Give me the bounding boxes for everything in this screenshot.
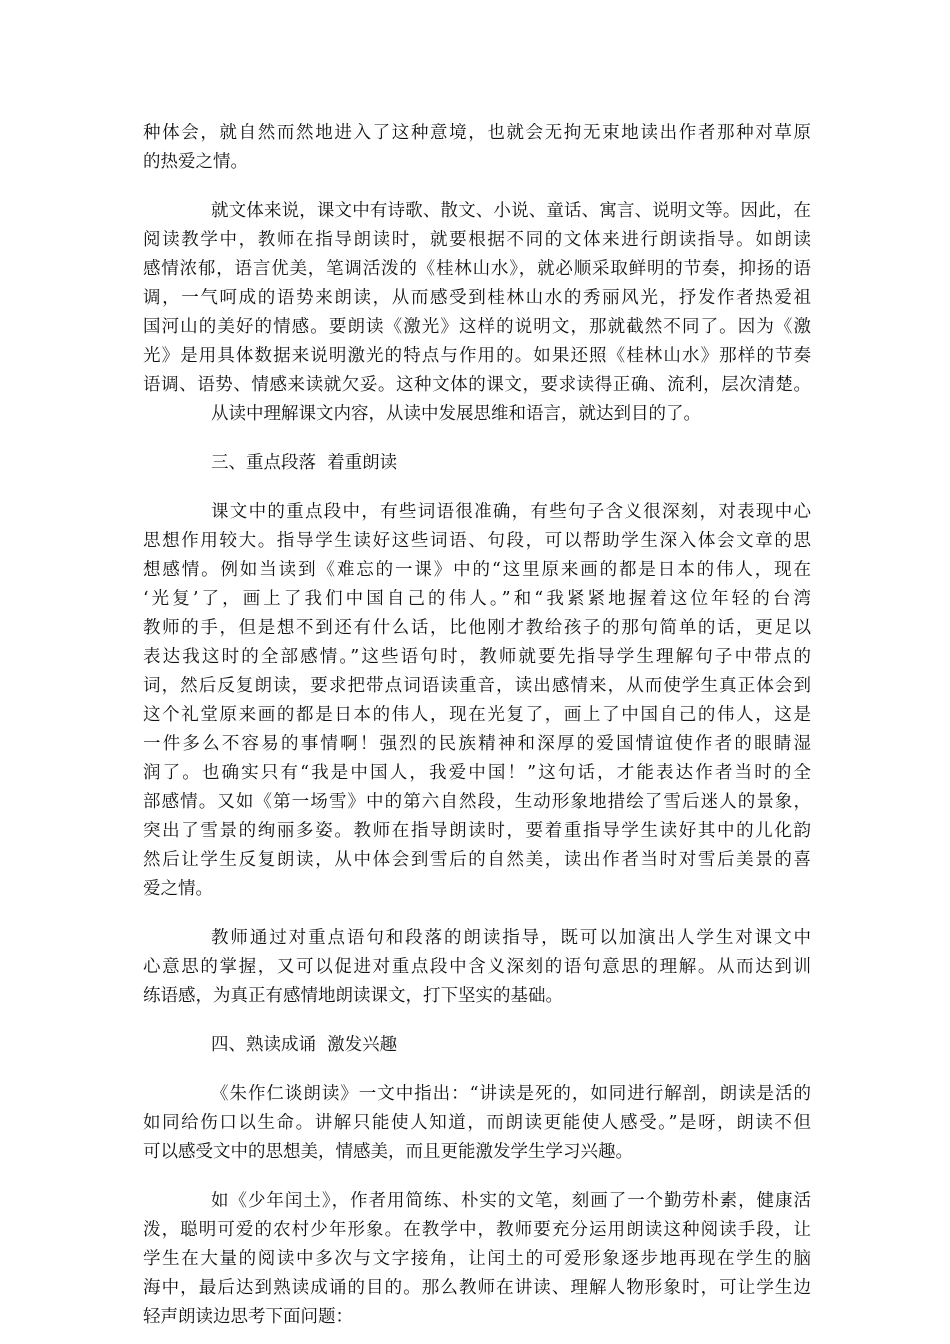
paragraph-line: 如同给伤口以生命。讲解只能使人知道，而朗读更能使人感受。”是呀，朗读不但 — [143, 1113, 811, 1133]
section-heading: 四、熟读成诵 激发兴趣 — [211, 1035, 398, 1055]
paragraph-line: 爱之情。 — [143, 879, 213, 899]
paragraph-line: 可以感受文中的思想美，情感美，而且更能激发学生学习兴趣。 — [143, 1142, 633, 1162]
paragraph-line: 部感情。又如《第一场雪》中的第六自然段，生动形象地措绘了雪后迷人的景象， — [143, 792, 811, 812]
paragraph-line: 种体会，就自然而然地进入了这种意境，也就会无拘无束地读出作者那种对草原 — [143, 123, 811, 143]
paragraph-line: 心意思的掌握，又可以促进对重点段中含义深刻的语句意思的理解。从而达到训 — [143, 957, 811, 977]
paragraph-line: 教师的手，但是想不到还有什么话，比他刚才教给孩子的那句简单的话，更足以 — [143, 618, 811, 638]
paragraph-line: 海中，最后达到熟读成诵的目的。那么教师在讲读、理解人物形象时，可让学生边 — [143, 1278, 811, 1298]
paragraph-line: 一件多么不容易的事情啊！强烈的民族精神和深厚的爱国情谊使作者的眼睛湿 — [143, 734, 811, 754]
paragraph-line: 教师通过对重点语句和段落的朗读指导，既可以加演出人学生对课文中 — [211, 928, 811, 948]
paragraph-line: 的热爱之情。 — [143, 152, 248, 172]
paragraph-line: ‘光复’了，画上了我们中国自己的伟人。”和“我紧紧地握着这位年轻的台湾 — [143, 589, 811, 609]
section-heading: 三、重点段落 着重朗读 — [211, 453, 398, 473]
paragraph-line: 感情浓郁，语言优美，笔调活泼的《桂林山水》，就必顺采取鲜明的节奏，抑扬的语 — [143, 259, 811, 279]
paragraph-line: 光》是用具体数据来说明激光的特点与作用的。如果还照《桂林山水》那样的节奏 — [143, 346, 811, 366]
paragraph-line: 表达我这时的全部感情。”这些语句时，教师就要先指导学生理解句子中带点的 — [143, 647, 811, 667]
paragraph-line: 想感情。例如当读到《难忘的一课》中的“这里原来画的都是日本的伟人，现在 — [143, 560, 811, 580]
paragraph-line: 思想作用较大。指导学生读好这些词语、句段，可以帮助学生深入体会文章的思 — [143, 531, 811, 551]
paragraph-line: 如《少年闰土》，作者用简练、朴实的文笔，刻画了一个勤劳朴素，健康活 — [211, 1191, 811, 1211]
paragraph-line: 阅读教学中，教师在指导朗读时，就要根据不同的文体来进行朗读指导。如朗读 — [143, 230, 811, 250]
paragraph-line: 就文体来说，课文中有诗歌、散文、小说、童话、寓言、说明文等。因此，在 — [211, 201, 811, 221]
paragraph-line: 然后让学生反复朗读，从中体会到雪后的自然美，读出作者当时对雪后美景的喜 — [143, 850, 811, 870]
paragraph-line: 课文中的重点段中，有些词语很准确，有些句子含义很深刻，对表现中心 — [211, 502, 811, 522]
paragraph-line: 轻声朗读边思考下面问题： — [143, 1307, 353, 1327]
paragraph-line: 突出了雪景的绚丽多姿。教师在指导朗读时，要着重指导学生读好其中的儿化韵 — [143, 821, 811, 841]
paragraph-line: 从读中理解课文内容，从读中发展思维和语言，就达到目的了。 — [211, 404, 701, 424]
paragraph-line: 学生在大量的阅读中多次与文字接角，让闰土的可爱形象逐步地再现在学生的脑 — [143, 1249, 811, 1269]
paragraph-line: 这个礼堂原来画的都是日本的伟人，现在光复了，画上了中国自己的伟人，这是 — [143, 705, 811, 725]
paragraph-line: 语调、语势、情感来读就欠妥。这种文体的课文，要求读得正确、流利，层次清楚。 — [143, 375, 811, 395]
paragraph-line: 泼，聪明可爱的农村少年形象。在教学中，教师要充分运用朗读这种阅读手段，让 — [143, 1220, 811, 1240]
paragraph-line: 国河山的美好的情感。要朗读《激光》这样的说明文，那就截然不同了。因为《激 — [143, 317, 811, 337]
paragraph-line: 润了。也确实只有“我是中国人，我爱中国！”这句话，才能表达作者当时的全 — [143, 763, 811, 783]
paragraph-line: 词，然后反复朗读，要求把带点词语读重音，读出感情来，从而使学生真正体会到 — [143, 676, 811, 696]
paragraph-line: 调，一气呵成的语势来朗读，从而感受到桂林山水的秀丽风光，抒发作者热爱祖 — [143, 288, 811, 308]
paragraph-line: 《朱作仁谈朗读》一文中指出：“讲读是死的，如同进行解剖，朗读是活的 — [211, 1084, 811, 1104]
paragraph-line: 练语感，为真正有感情地朗读课文，打下坚实的基础。 — [143, 986, 563, 1006]
document-body — [143, 119, 811, 1332]
